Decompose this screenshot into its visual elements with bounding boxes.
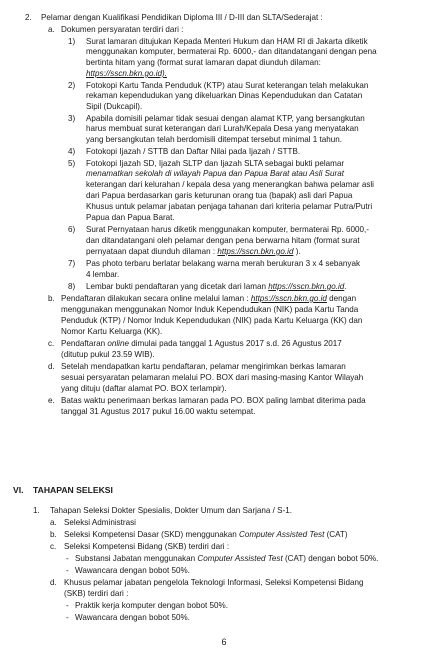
doc-8-text: Lembar bukti pendaftaran yang dicetak dari laman xyxy=(86,282,269,291)
section-2-heading: Pelamar dengan Kualifikasi Pendidikan Diploma III / D-III dan SLTA/Sederajat : xyxy=(41,13,323,22)
doc-5-line: Papua dan Papua Barat. xyxy=(86,213,175,222)
doc-1-line: menggunakan komputer, bermaterai Rp. 6000,- dan ditandatangani dengan pena xyxy=(86,47,377,56)
stage-d-dash: - xyxy=(66,613,69,622)
item-d-marker: d. xyxy=(48,362,55,371)
stage-d-line: Khusus pelamar jabatan pengelola Teknologi Informasi, Seleksi Kompetensi Bidang xyxy=(64,578,364,587)
stage-b-line xyxy=(64,530,348,540)
stage-c-dash: - xyxy=(66,566,69,575)
section-6-number: VI. xyxy=(13,485,24,495)
item-c-line: (ditutup pukul 23.59 WIB). xyxy=(61,350,155,359)
stage-1-number: 1. xyxy=(33,506,40,515)
item-e-marker: e. xyxy=(48,396,55,405)
doc-3-number: 3) xyxy=(68,114,76,123)
item-b-line xyxy=(61,294,356,304)
stage-c-sub-text: (CAT) dengan bobot 50%. xyxy=(282,554,379,563)
doc-5-line: Fotokopi Ijazah SD, Ijazah SLTP dan Ijazah SLTA sebagai bukti pelamar xyxy=(86,159,345,168)
doc-6-line xyxy=(86,247,301,257)
item-b-text: Pendaftaran dilakukan secara online melalui laman : xyxy=(61,294,251,303)
stage-a-text: Seleksi Administrasi xyxy=(64,518,136,527)
item-e-line: tanggal 31 Agustus 2017 pukul 16.00 waktu setempat. xyxy=(61,407,256,416)
doc-1-line: bertinta hitam yang (format surat lamaran dapat diunduh dilaman: xyxy=(86,58,321,67)
stage-c-sub-text: Computer Assisted Test xyxy=(197,554,283,563)
stage-c-sub-line: Wawancara dengan bobot 50%. xyxy=(75,566,190,575)
doc-3-line: harus membuat surat keterangan dari Lurah/Kepala Desa yang menyatakan xyxy=(86,124,359,133)
stage-c-marker: c. xyxy=(50,542,57,551)
doc-6-text: ). xyxy=(293,247,301,256)
doc-5-line: menamatkan sekolah di wilayah Papua dan Papua Barat atau Asli Surat xyxy=(86,169,344,178)
doc-8-text: . xyxy=(344,282,347,291)
section-2-number: 2. xyxy=(25,13,32,22)
page-number: 6 xyxy=(221,637,227,647)
item-a-marker: a. xyxy=(48,25,55,34)
doc-5-line: Khusus untuk pelamar jabatan penjaga tahanan dari kriteria pelamar Putra/Putri xyxy=(86,202,373,211)
stage-c-sub-text: Substansi Jabatan menggunakan xyxy=(75,554,198,563)
doc-1-line: Surat lamaran ditujukan Kepada Menteri Hukum dan HAM RI di Jakarta diketik xyxy=(86,37,368,46)
stage-1-heading: Tahapan Seleksi Dokter Spesialis, Dokter Umum dan Sarjana / S-1. xyxy=(50,506,293,515)
sscn-link[interactable]: https://sscn.bkn.go.id xyxy=(250,294,327,303)
doc-4-number: 4) xyxy=(68,147,76,156)
item-c-marker: c. xyxy=(48,339,55,348)
doc-2-line: rekaman kependudukan yang dikeluarkan Dinas Kependudukan dan Catatan xyxy=(86,91,363,100)
doc-7-line: 4 lembar. xyxy=(86,270,120,279)
item-d-line: Setelah mendapatkan kartu pendaftaran, pelamar mengirimkan berkas lamaran xyxy=(61,362,346,371)
stage-b-text: (CAT) xyxy=(324,530,348,539)
doc-6-number: 6) xyxy=(68,225,76,234)
sscn-link[interactable]: https://sscn.bkn.go.id xyxy=(268,282,345,291)
item-e-line: Batas waktu penerimaan berkas lamaran pada PO. BOX paling lambat diterima pada xyxy=(61,396,366,405)
stage-d-marker: d. xyxy=(50,578,57,587)
doc-5-line: dari Papua berdasarkan garis keturunan orang tua (bapak) asli dari Papua xyxy=(86,191,353,200)
doc-5-number: 5) xyxy=(68,159,76,168)
stage-d-line: (SKB) terdiri dari : xyxy=(64,589,129,598)
item-b-text: dengan xyxy=(326,294,357,303)
doc-5-line: keterangan dari kelurahan / kepala desa yang menerangkan bahwa pelamar asli xyxy=(86,180,374,189)
sscn-link[interactable]: https://sscn.bkn.go.id). xyxy=(86,69,167,78)
stage-d-sub-line: Wawancara dengan bobot 50%. xyxy=(75,613,190,622)
stage-b-text: Seleksi Kompetensi Dasar (SKD) menggunakan xyxy=(64,530,239,539)
item-c-line xyxy=(61,339,342,349)
item-c-text: dimulai pada tanggal 1 Agustus 2017 s.d. 26 Agustus 2017 xyxy=(128,339,342,348)
sscn-link[interactable]: https://sscn.bkn.go.id xyxy=(217,247,294,256)
item-c-text: online xyxy=(107,339,129,348)
item-b-line: Penduduk (KTP) / Nomor Induk Kependudukan (NIK) pada Kartu Keluarga (KK) dan xyxy=(61,316,363,325)
stage-c-sub-line xyxy=(75,554,378,564)
item-a-title: Dokumen persyaratan terdiri dari : xyxy=(61,25,184,34)
stage-d-dash: - xyxy=(66,601,69,610)
item-d-line: yang dituju (daftar alamat PO. BOX terlampir). xyxy=(61,384,227,393)
stage-b-marker: b. xyxy=(50,530,57,539)
doc-8-number: 8) xyxy=(68,282,76,291)
doc-7-number: 7) xyxy=(68,259,76,268)
doc-2-line: Fotokopi Kartu Tanda Penduduk (KTP) atau Surat keterangan telah melakukan xyxy=(86,81,369,90)
doc-7-line: Pas photo terbaru berlatar belakang warna merah berukuran 3 x 4 sebanyak xyxy=(86,259,361,268)
item-b-line: Nomor Kartu Keluarga (KK). xyxy=(61,327,163,336)
doc-6-text: pernyataan dapat diunduh dilaman : xyxy=(86,247,218,256)
doc-2-line: Sipil (Dukcapil). xyxy=(86,102,143,111)
doc-4-line: Fotokopi Ijazah / STTB dan Daftar Nilai pada Ijazah / STTB. xyxy=(86,147,301,156)
doc-3-line: Apabila domisili pelamar tidak sesuai dengan alamat KTP, yang bersangkutan xyxy=(86,114,365,123)
doc-3-line: yang bersangkutan telah berdomisili ditempat tersebut minimal 1 tahun. xyxy=(86,135,342,144)
doc-8-line xyxy=(86,282,347,292)
stage-c-text: Seleksi Kompetensi Bidang (SKB) terdiri dari : xyxy=(64,542,230,551)
doc-1-number: 1) xyxy=(68,37,76,46)
item-b-line: menggunakan menggunakan Nomor Induk Kependudukan (NIK) pada Kartu Tanda xyxy=(61,305,359,314)
item-d-line: sesuai persyaratan pelamaran melalui PO. BOX dari masing-masing Kantor Wilayah xyxy=(61,373,364,382)
stage-c-dash: - xyxy=(66,554,69,563)
stage-b-text: Computer Assisted Test xyxy=(239,530,325,539)
doc-2-number: 2) xyxy=(68,81,76,90)
item-b-marker: b. xyxy=(48,294,55,303)
doc-6-line: Surat Pernyataan harus diketik menggunakan komputer, bermaterai Rp. 6000,- xyxy=(86,225,369,234)
section-6-heading: TAHAPAN SELEKSI xyxy=(33,485,113,495)
stage-d-sub-line: Praktik kerja komputer dengan bobot 50%. xyxy=(75,601,228,610)
item-c-text: Pendaftaran xyxy=(61,339,108,348)
stage-a-marker: a. xyxy=(50,518,57,527)
doc-6-line: dan ditandatangani oleh pelamar dengan pena berwarna hitam (format surat xyxy=(86,236,360,245)
